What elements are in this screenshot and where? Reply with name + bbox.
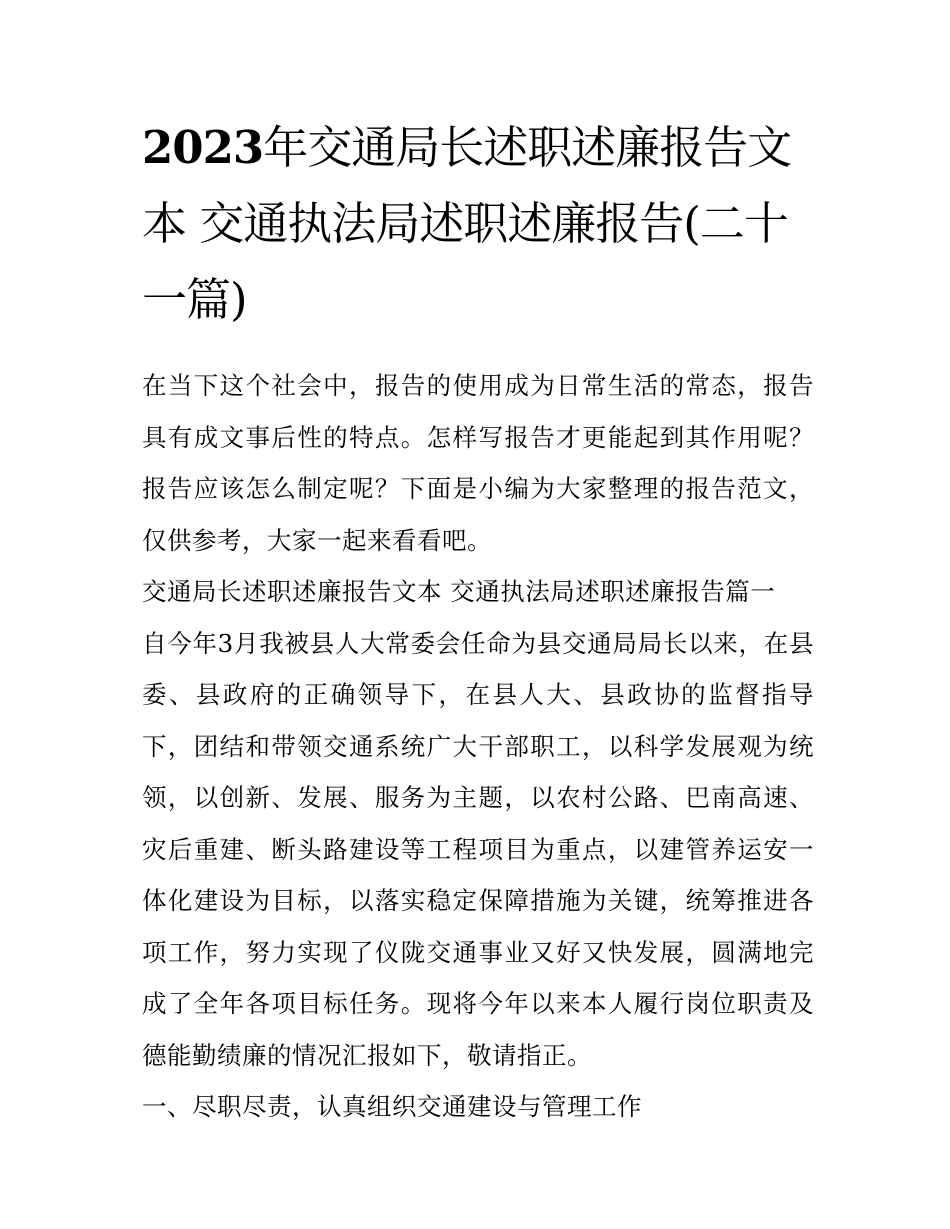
intro-paragraph: 在当下这个社会中，报告的使用成为日常生活的常态，报告具有成文事后性的特点。怎样写报告才更能起到其作用呢？报告应该怎么制定呢？下面是小编为大家整理的报告范文，仅供参考，大家一起来看看吧。 [142, 371, 814, 555]
section-heading: 交通局长述职述廉报告文本 交通执法局述职述廉报告篇一 [142, 577, 776, 606]
subheading-1: 一、尽职尽责，认真组织交通建设与管理工作 [142, 1092, 642, 1121]
document-page [142, 110, 814, 1133]
title-text: 年交通局长述职述廉报告文本 交通执法局述职述廉报告(二十一篇) [142, 121, 792, 326]
document-title [142, 110, 814, 338]
body-paragraph: 自今年3月我被县人大常委会任命为县交通局局长以来，在县委、县政府的正确领导下，在县人大、县政协的监督指导下，团结和带领交通系统广大干部职工，以科学发展观为统领，以创新、发展、服务为主题，以农村公路、巴南高速、灾后重建、断头路建设等工程项目为重点，以建管养运安一体化建设为目标，以落实稳定保障措施为关键，统筹推进各项工作，努力实现了仪陇交通事业又好又快发展，圆满地完成了全年各项目标任务。现将今年以来本人履行岗位职责及德能勤绩廉的情况汇报如下，敬请指正。 [142, 628, 814, 1070]
title-year: 2023 [142, 121, 264, 174]
